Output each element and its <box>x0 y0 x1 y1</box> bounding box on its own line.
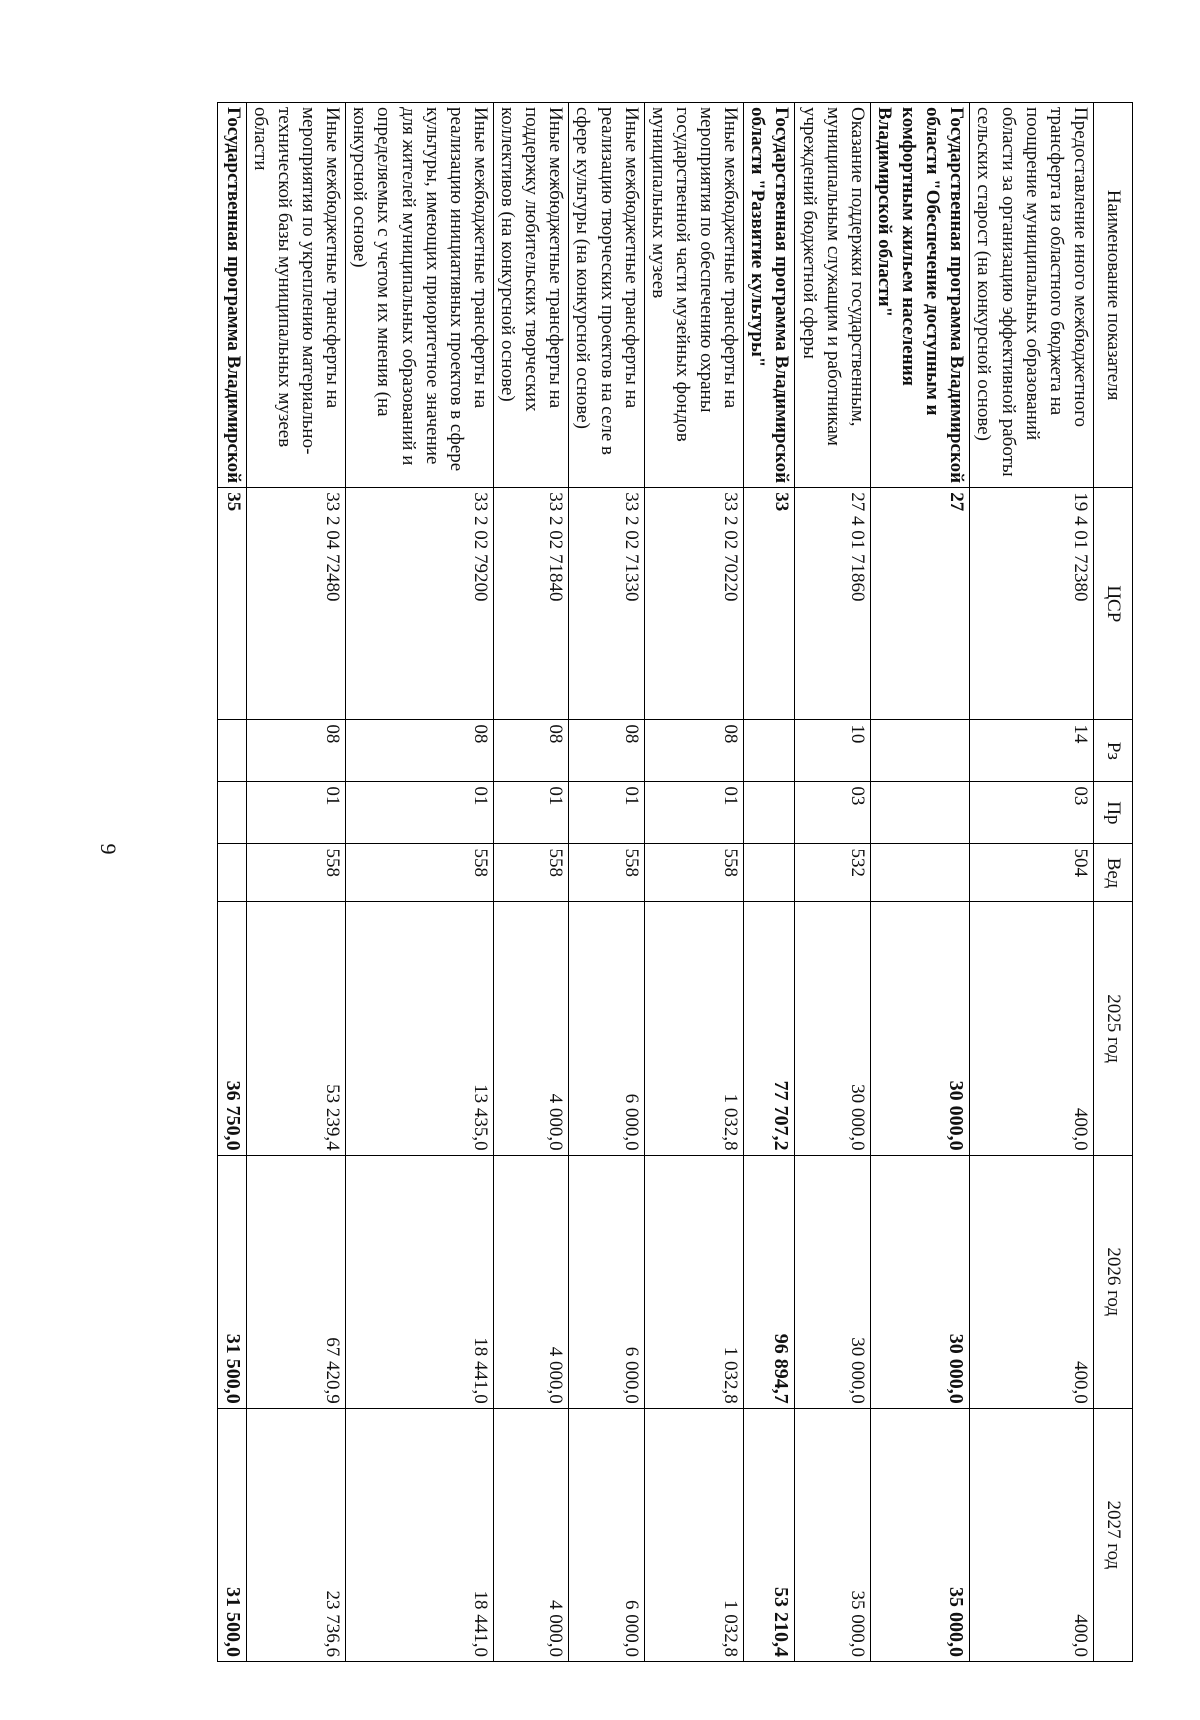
cell-rz <box>218 720 246 782</box>
cell-csr: 33 <box>744 488 795 720</box>
table-row <box>569 103 644 1662</box>
cell-ved: 558 <box>246 844 346 902</box>
cell-2026: 6 000,0 <box>569 1155 644 1408</box>
cell-csr: 19 4 01 72380 <box>970 488 1094 720</box>
cell-name: Государственная программа Владимирской области "Развитие культуры" <box>744 103 795 488</box>
cell-2025: 6 000,0 <box>569 902 644 1155</box>
cell-name: Государственная программа Владимирской области "Обеспечение доступным и комфортным жильем населения Владимирской области" <box>870 103 970 488</box>
cell-csr: 33 2 02 79200 <box>346 488 494 720</box>
cell-ved: 558 <box>346 844 494 902</box>
cell-csr: 33 2 04 72480 <box>246 488 346 720</box>
cell-2025: 30 000,0 <box>795 902 870 1155</box>
cell-2025: 30 000,0 <box>870 902 970 1155</box>
header-pr: Пр <box>1094 782 1133 844</box>
cell-2027: 4 000,0 <box>494 1408 569 1661</box>
cell-2027: 35 000,0 <box>795 1408 870 1661</box>
cell-rz <box>870 720 970 782</box>
cell-ved: 558 <box>494 844 569 902</box>
cell-2027: 35 000,0 <box>870 1408 970 1661</box>
cell-rz <box>744 720 795 782</box>
cell-csr: 33 2 02 71330 <box>569 488 644 720</box>
cell-csr: 33 2 02 70220 <box>644 488 744 720</box>
cell-csr: 33 2 02 71840 <box>494 488 569 720</box>
cell-rz: 10 <box>795 720 870 782</box>
table-row-program-total <box>870 103 970 1662</box>
cell-pr <box>744 782 795 844</box>
cell-csr: 27 <box>870 488 970 720</box>
cell-ved: 504 <box>970 844 1094 902</box>
cell-ved: 558 <box>644 844 744 902</box>
cell-name: Иные межбюджетные трансферты на реализацию инициативных проектов в сфере культуры, имеющих приоритетное значение для жителей муниципальных образований и определяемых с учетом их мнения (на конкурсной основе) <box>346 103 494 488</box>
cell-rz: 08 <box>346 720 494 782</box>
header-csr: ЦСР <box>1094 488 1133 720</box>
cell-name: Иные межбюджетные трансферты на реализацию творческих проектов на селе в сфере культуры (на конкурсной основе) <box>569 103 644 488</box>
cell-rz: 08 <box>644 720 744 782</box>
cell-2026: 96 894,7 <box>744 1155 795 1408</box>
cell-2026: 31 500,0 <box>218 1155 246 1408</box>
header-2025: 2025 год <box>1094 902 1133 1155</box>
cell-2027: 400,0 <box>970 1408 1094 1661</box>
header-2026: 2026 год <box>1094 1155 1133 1408</box>
cell-pr: 01 <box>569 782 644 844</box>
cell-2026: 1 032,8 <box>644 1155 744 1408</box>
cell-2026: 4 000,0 <box>494 1155 569 1408</box>
cell-2026: 30 000,0 <box>870 1155 970 1408</box>
header-ved: Вед <box>1094 844 1133 902</box>
cell-ved <box>218 844 246 902</box>
cell-rz: 08 <box>246 720 346 782</box>
budget-table <box>217 102 1133 1662</box>
cell-name: Оказание поддержки государственным, муниципальным служащим и работникам учреждений бюджетной сферы <box>795 103 870 488</box>
cell-2025: 400,0 <box>970 902 1094 1155</box>
table-row <box>970 103 1094 1662</box>
cell-rz: 14 <box>970 720 1094 782</box>
cell-csr: 27 4 01 71860 <box>795 488 870 720</box>
cell-ved: 558 <box>569 844 644 902</box>
cell-2027: 53 210,4 <box>744 1408 795 1661</box>
cell-pr: 03 <box>970 782 1094 844</box>
cell-rz: 08 <box>494 720 569 782</box>
cell-pr: 03 <box>795 782 870 844</box>
table-body <box>218 103 1094 1662</box>
table-row-program-total <box>218 103 246 1662</box>
header-rz: Рз <box>1094 720 1133 782</box>
table-row <box>795 103 870 1662</box>
rotated-page-content <box>171 102 1133 1662</box>
header-name: Наименование показателя <box>1094 103 1133 488</box>
cell-2025: 1 032,8 <box>644 902 744 1155</box>
table-row-program-total <box>744 103 795 1662</box>
table-header <box>1094 103 1133 1662</box>
table-row <box>494 103 569 1662</box>
cell-name: Иные межбюджетные трансферты на поддержку любительских творческих коллективов (на конкурсной основе) <box>494 103 569 488</box>
cell-pr <box>218 782 246 844</box>
header-row <box>1094 103 1133 1662</box>
cell-name: Государственная программа Владимирской <box>218 103 246 488</box>
cell-2025: 36 750,0 <box>218 902 246 1155</box>
cell-name: Иные межбюджетные трансферты на мероприятия по укреплению материально-технической базы муниципальных музеев области <box>246 103 346 488</box>
cell-2027: 6 000,0 <box>569 1408 644 1661</box>
table-row <box>246 103 346 1662</box>
cell-name: Предоставление иного межбюджетного трансферта из областного бюджета на поощрение муниципальных образований области за организацию эффективной работы сельских старост (на конкурсной основе) <box>970 103 1094 488</box>
cell-ved: 532 <box>795 844 870 902</box>
cell-pr: 01 <box>644 782 744 844</box>
cell-name: Иные межбюджетные трансферты на мероприятия по обеспечению охраны государственной части музейных фондов муниципальных музеев <box>644 103 744 488</box>
cell-rz: 08 <box>569 720 644 782</box>
cell-2026: 67 420,9 <box>246 1155 346 1408</box>
cell-2027: 31 500,0 <box>218 1408 246 1661</box>
cell-2026: 18 441,0 <box>346 1155 494 1408</box>
cell-ved <box>870 844 970 902</box>
cell-pr <box>870 782 970 844</box>
header-2027: 2027 год <box>1094 1408 1133 1661</box>
cell-csr: 35 <box>218 488 246 720</box>
table-row <box>644 103 744 1662</box>
cell-pr: 01 <box>346 782 494 844</box>
cell-2027: 23 736,6 <box>246 1408 346 1661</box>
cell-pr: 01 <box>494 782 569 844</box>
cell-2026: 400,0 <box>970 1155 1094 1408</box>
cell-2027: 1 032,8 <box>644 1408 744 1661</box>
table-row <box>346 103 494 1662</box>
cell-2025: 77 707,2 <box>744 902 795 1155</box>
cell-2027: 18 441,0 <box>346 1408 494 1661</box>
page-number: 9 <box>96 843 121 855</box>
cell-2025: 4 000,0 <box>494 902 569 1155</box>
cell-ved <box>744 844 795 902</box>
cell-pr: 01 <box>246 782 346 844</box>
cell-2026: 30 000,0 <box>795 1155 870 1408</box>
cell-2025: 53 239,4 <box>246 902 346 1155</box>
cell-2025: 13 435,0 <box>346 902 494 1155</box>
